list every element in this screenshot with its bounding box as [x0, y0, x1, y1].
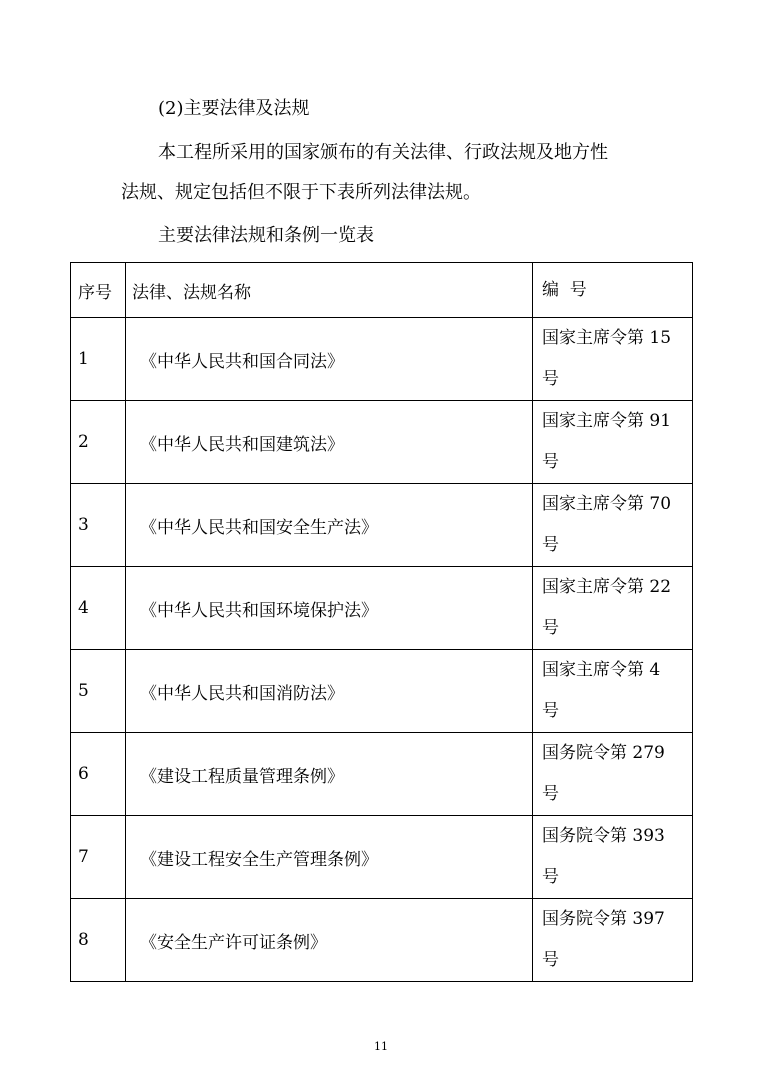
row-code: [533, 567, 693, 650]
row-code-line-2: 号: [542, 701, 559, 721]
row-law-name: 《中华人民共和国消防法》: [126, 650, 533, 733]
table-row: [71, 401, 693, 484]
row-code-line-2: 号: [542, 950, 559, 970]
table-caption: 主要法律法规和条例一览表: [158, 225, 374, 246]
row-law-name: 《中华人民共和国环境保护法》: [126, 567, 533, 650]
row-code-line-1: 国务院令第 397: [542, 909, 665, 929]
row-number: 3: [71, 484, 126, 567]
row-number: 7: [71, 816, 126, 899]
table-row: [71, 318, 693, 401]
table-row: [71, 650, 693, 733]
table-row: [71, 816, 693, 899]
row-number: 8: [71, 899, 126, 982]
laws-table: [70, 262, 693, 982]
row-number: 2: [71, 401, 126, 484]
row-code-line-2: 号: [542, 867, 559, 887]
paragraph-line-2: 法规、规定包括但不限于下表所列法律法规。: [121, 182, 481, 203]
page-number: 11: [374, 1040, 388, 1053]
row-number: 5: [71, 650, 126, 733]
section-heading: (2)主要法律及法规: [158, 98, 310, 119]
row-code-line-1: 国家主席令第 22: [542, 577, 672, 597]
row-law-name: 《中华人民共和国安全生产法》: [126, 484, 533, 567]
table-row: [71, 567, 693, 650]
table-header-row: [71, 263, 693, 318]
row-law-name: 《安全生产许可证条例》: [126, 899, 533, 982]
row-law-name: 《建设工程安全生产管理条例》: [126, 816, 533, 899]
header-number: 序号: [71, 263, 126, 318]
row-law-name: 《中华人民共和国建筑法》: [126, 401, 533, 484]
row-code: [533, 650, 693, 733]
row-code-line-1: 国务院令第 393: [542, 826, 665, 846]
row-code: [533, 318, 693, 401]
table-row: [71, 899, 693, 982]
row-code: [533, 899, 693, 982]
header-code-text: 编 号: [542, 280, 587, 300]
header-code: [533, 263, 693, 318]
row-code-line-1: 国务院令第 279: [542, 743, 665, 763]
row-code: [533, 484, 693, 567]
row-law-name: 《建设工程质量管理条例》: [126, 733, 533, 816]
row-code-line-1: 国家主席令第 4: [542, 660, 661, 680]
row-number: 1: [71, 318, 126, 401]
row-code-line-2: 号: [542, 535, 559, 555]
header-law-name: 法律、法规名称: [126, 263, 533, 318]
row-code-line-2: 号: [542, 369, 559, 389]
row-code-line-1: 国家主席令第 15: [542, 328, 672, 348]
row-code-line-2: 号: [542, 784, 559, 804]
table-row: [71, 733, 693, 816]
row-law-name: 《中华人民共和国合同法》: [126, 318, 533, 401]
paragraph-line-1: 本工程所采用的国家颁布的有关法律、行政法规及地方性: [158, 142, 608, 163]
row-code: [533, 733, 693, 816]
row-code: [533, 401, 693, 484]
row-code-line-2: 号: [542, 618, 559, 638]
table-row: [71, 484, 693, 567]
row-number: 6: [71, 733, 126, 816]
row-number: 4: [71, 567, 126, 650]
row-code-line-1: 国家主席令第 70: [542, 494, 672, 514]
row-code: [533, 816, 693, 899]
row-code-line-2: 号: [542, 452, 559, 472]
row-code-line-1: 国家主席令第 91: [542, 411, 672, 431]
